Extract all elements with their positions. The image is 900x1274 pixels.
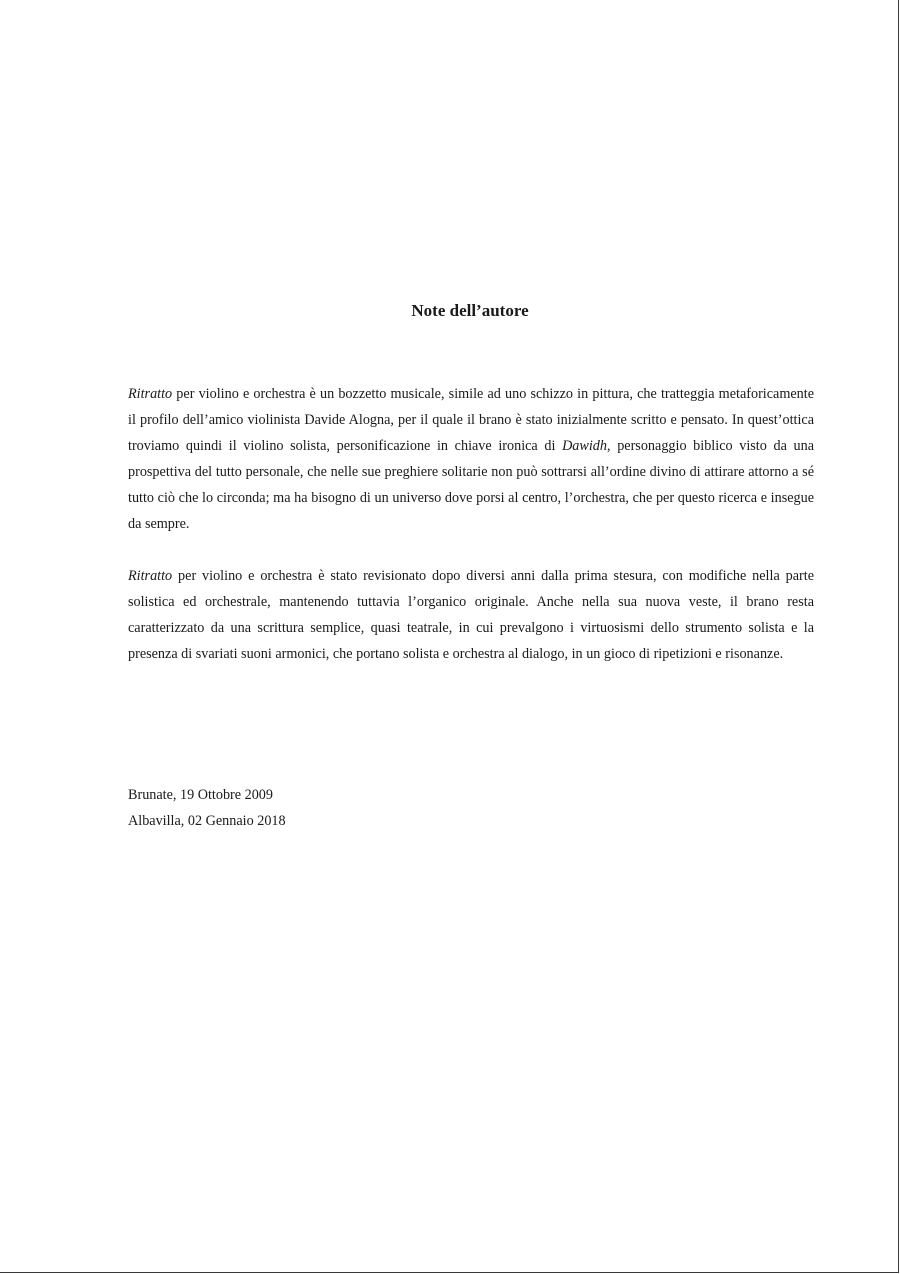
page-title: Note dell’autore xyxy=(411,301,529,320)
paragraph-1-lead: Ritratto xyxy=(128,386,173,402)
paragraph-1-emphasis: Dawidh xyxy=(562,438,607,454)
paragraph-2-lead: Ritratto xyxy=(128,568,173,584)
signature-block xyxy=(128,782,286,834)
paragraph-1-text-b: , personaggio biblico visto da una prospettiva del tutto personale, che nelle sue preghiere solitarie non può sottrarsi all’ordine divino di attirare attorno a sé tutto ciò che lo circonda; ma ha bisogno di un universo dove porsi al centro, l’orchestra, che per questo ricerca e insegue da sempre. xyxy=(128,438,814,532)
paragraph-2 xyxy=(128,563,814,667)
signature-line-2: Albavilla, 02 Gennaio 2018 xyxy=(128,813,286,829)
paragraph-1-text-a: per violino e orchestra è un bozzetto musicale, simile ad uno schizzo in pittura, che tratteggia metaforicamente il profilo dell’amico violinista Davide Alogna, per il quale il brano è stato inizialmente scritto e pensato. In quest’ottica troviamo quindi il violino solista, personificazione in chiave ironica di xyxy=(128,386,814,454)
paragraph-2-text: per violino e orchestra è stato revisionato dopo diversi anni dalla prima stesura, con modifiche nella parte solistica ed orchestrale, mantenendo tuttavia l’organico originale. Anche nella sua nuova veste, il brano resta caratterizzato da una scrittura semplice, quasi teatrale, in cui prevalgono i virtuosismi dello strumento solista e la presenza di svariati suoni armonici, che portano solista e orchestra al dialogo, in un gioco di ripetizioni e risonanze. xyxy=(128,568,814,662)
paragraph-1 xyxy=(128,381,814,537)
signature-line-1: Brunate, 19 Ottobre 2009 xyxy=(128,787,273,803)
